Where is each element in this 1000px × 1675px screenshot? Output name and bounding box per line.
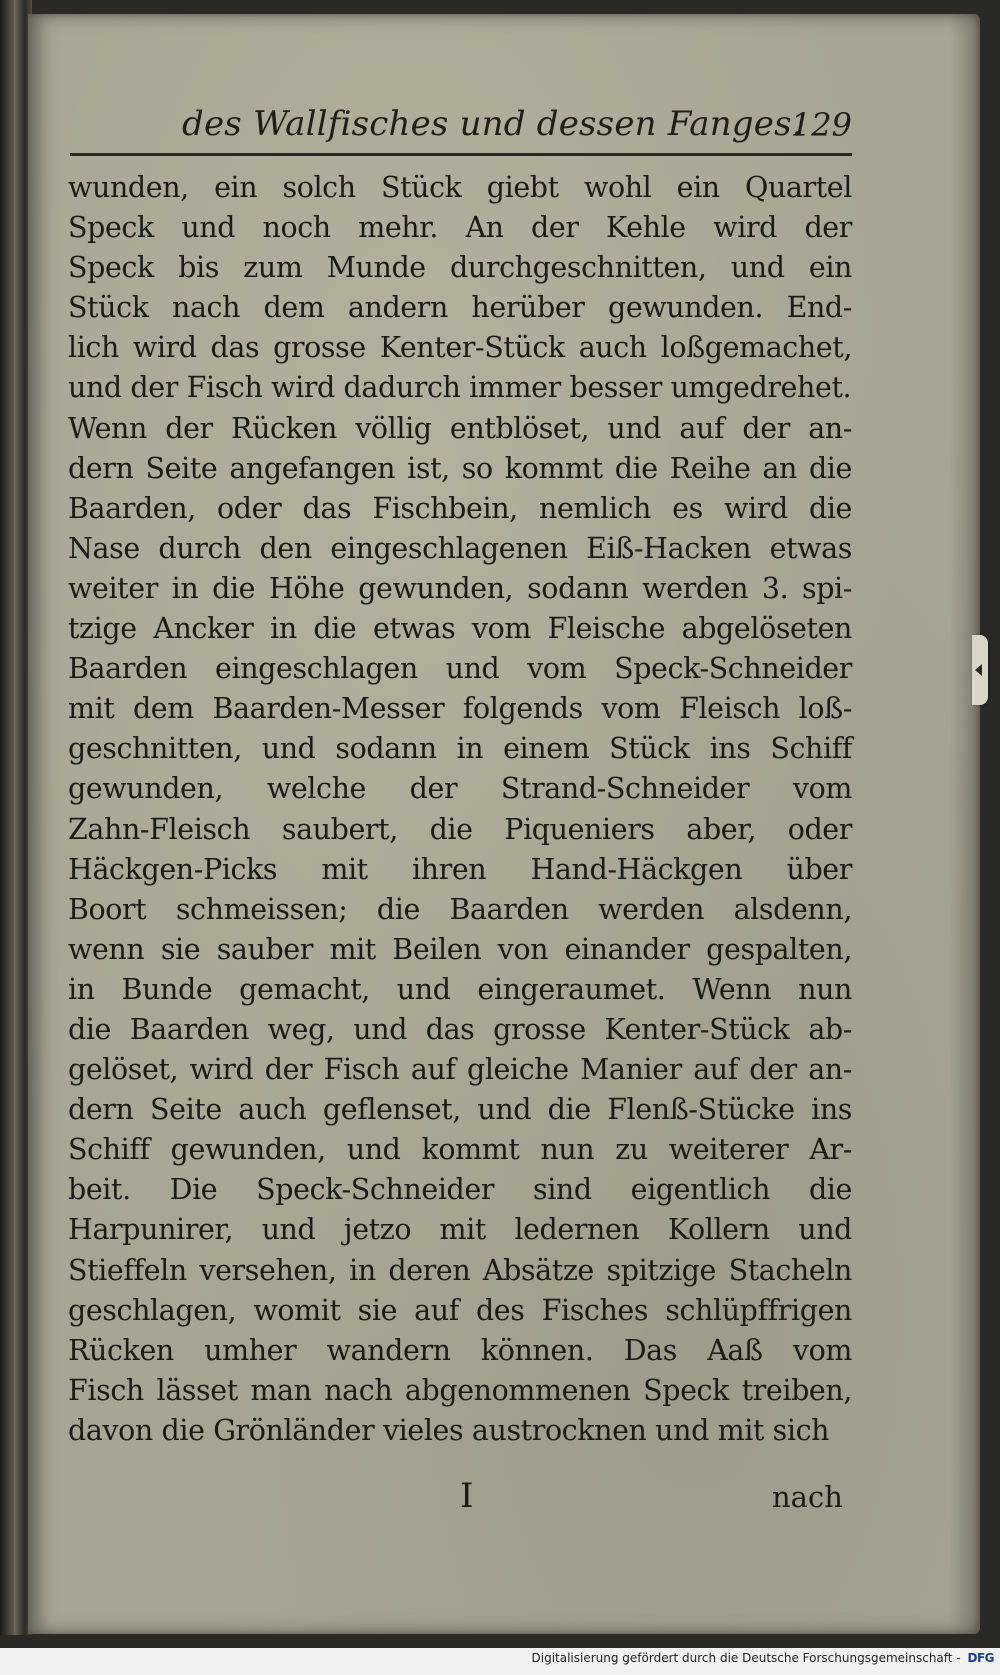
page-number: 129 <box>790 106 852 144</box>
text-line: Nase durch den eingeschlagenen Eiß-Hacken etwas <box>68 531 852 565</box>
text-line: dern Seite angefangen ist, so kommt die Reihe an die <box>68 451 852 485</box>
text-line: Zahn-Fleisch saubert, die Piqueniers aber, oder <box>68 812 852 846</box>
dfg-logo[interactable]: DFG <box>967 1651 994 1665</box>
text-line: Häckgen-Picks mit ihren Hand-Häckgen über <box>68 852 852 886</box>
text-line: Fisch lässet man nach abgenommenen Speck treiben, <box>68 1373 852 1407</box>
signature-mark: I <box>460 1476 474 1516</box>
text-line: geschnitten, und sodann in einem Stück ins Schiff <box>68 732 852 766</box>
text-line: wunden, ein solch Stück giebt wohl ein Quartel <box>68 171 852 204</box>
text-line: lich wird das grosse Kenter-Stück auch loßgemachet, <box>68 331 852 365</box>
body-text <box>68 168 852 1451</box>
text-line: in Bunde gemacht, und eingeraumet. Wenn nun <box>68 972 852 1006</box>
text-line: geschlagen, womit sie auf des Fisches schlüpffrigen <box>68 1293 852 1327</box>
text-line: Baarden, oder das Fischbein, nemlich es wird die <box>68 491 852 525</box>
page-edge-shadow <box>950 14 980 1634</box>
text-line: und der Fisch wird dadurch immer besser umgedrehet. <box>68 371 852 405</box>
text-line: Speck und noch mehr. An der Kehle wird der <box>68 211 852 245</box>
text-line: gelöset, wird der Fisch auf gleiche Manier auf der an- <box>68 1053 852 1087</box>
text-line: davon die Grönländer vieles austrocknen und mit sich <box>68 1413 830 1447</box>
text-line: Schiff gewunden, und kommt nun zu weiterer Ar- <box>68 1133 852 1167</box>
text-line: tzige Ancker in die etwas vom Fleische abgelöseten <box>68 612 852 646</box>
text-line: wenn sie sauber mit Beilen von einander gespalten, <box>68 932 852 966</box>
footer-bar <box>0 1648 1000 1675</box>
text-line: Harpunirer, und jetzo mit ledernen Kollern und <box>68 1213 852 1247</box>
text-line: mit dem Baarden-Messer folgends vom Fleisch loß- <box>68 692 852 726</box>
text-line: Speck bis zum Munde durchgeschnitten, und ein <box>68 251 852 285</box>
funding-credit-text: Digitalisierung gefördert durch die Deutsche Forschungsgemeinschaft - <box>531 1651 961 1665</box>
catchword: nach <box>772 1480 843 1514</box>
funding-credit <box>532 1651 995 1665</box>
text-line: beit. Die Speck-Schneider sind eigentlich die <box>68 1173 852 1207</box>
text-line: Wenn der Rücken völlig entblöset, und auf der an- <box>68 411 852 445</box>
page-turn-arrow-icon[interactable] <box>972 635 988 705</box>
running-title: des Wallfisches und dessen Fanges. <box>182 104 803 144</box>
text-line: Baarden eingeschlagen und vom Speck-Schneider <box>68 652 852 686</box>
header-rule <box>70 153 852 156</box>
text-line: Stieffeln versehen, in deren Absätze spitzige Stacheln <box>68 1253 852 1287</box>
page-header <box>172 102 852 146</box>
text-line: die Baarden weg, und das grosse Kenter-Stück ab- <box>68 1012 852 1046</box>
text-line: gewunden, welche der Strand-Schneider vom <box>68 772 852 806</box>
text-line: Stück nach dem andern herüber gewunden. End- <box>68 291 852 325</box>
text-line: dern Seite auch geflenset, und die Flenß-Stücke ins <box>68 1093 852 1127</box>
text-line: Rücken umher wandern können. Das Aaß vom <box>68 1333 852 1367</box>
text-line: weiter in die Höhe gewunden, sodann werden 3. spi- <box>68 571 852 605</box>
text-line: Boort schmeissen; die Baarden werden alsdenn, <box>68 892 852 926</box>
